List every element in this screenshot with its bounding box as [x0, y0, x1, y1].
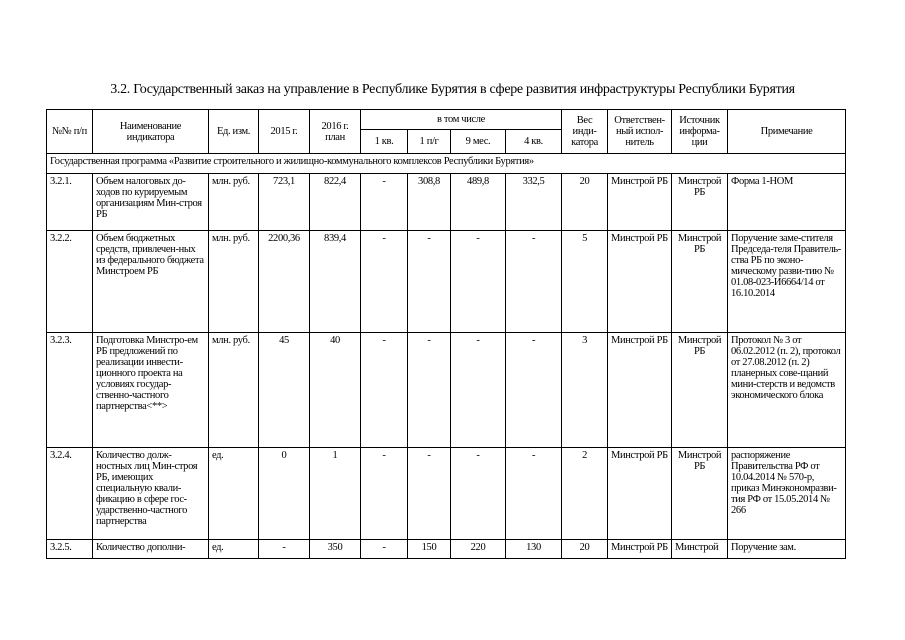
header-unit: Ед. изм. — [209, 110, 259, 154]
row-2016: 1 — [310, 448, 361, 540]
row-q1: - — [361, 174, 408, 231]
row-9m: - — [451, 448, 506, 540]
row-q4: 332,5 — [506, 174, 562, 231]
row-num: 3.2.5. — [47, 540, 93, 559]
row-num: 3.2.1. — [47, 174, 93, 231]
row-weight: 20 — [562, 540, 608, 559]
document-title: 3.2. Государственный заказ на управление в Республике Бурятия в сфере развития инфраструктуры Республики Бурятия — [110, 82, 795, 97]
row-9m: 220 — [451, 540, 506, 559]
header-name: Наименование индикатора — [93, 110, 209, 154]
row-note: Поручение зам. — [728, 540, 846, 559]
row-2016: 40 — [310, 333, 361, 448]
row-name: Объем бюджетных средств, привлечен-ных из федерального бюджета Минстроем РБ — [93, 231, 209, 333]
row-h1: - — [408, 333, 451, 448]
row-responsible: Минстрой РБ — [608, 540, 672, 559]
row-source: Минстрой РБ — [672, 333, 728, 448]
row-2016: 350 — [310, 540, 361, 559]
row-source: Минстрой РБ — [672, 448, 728, 540]
row-source: Минстрой РБ — [672, 231, 728, 333]
row-2016: 839,4 — [310, 231, 361, 333]
table-row — [47, 231, 846, 333]
row-source: Минстрой РБ — [672, 174, 728, 231]
state-order-table — [46, 109, 846, 559]
row-unit: ед. — [209, 540, 259, 559]
row-weight: 5 — [562, 231, 608, 333]
table-row — [47, 540, 846, 559]
row-q1: - — [361, 333, 408, 448]
header-including: в том числе — [361, 110, 562, 130]
row-q4: 130 — [506, 540, 562, 559]
row-q4: - — [506, 448, 562, 540]
header-num: №№ п/п — [47, 110, 93, 154]
row-unit: млн. руб. — [209, 231, 259, 333]
row-q1: - — [361, 448, 408, 540]
header-weight: Вес инди-катора — [562, 110, 608, 154]
row-name: Количество долж-ностных лиц Мин-строя РБ, имеющих специальную квали-фикацию в сфере гос-ударственно-частного партнерства — [93, 448, 209, 540]
row-name: Количество дополни- — [93, 540, 209, 559]
header-note: Примечание — [728, 110, 846, 154]
row-q4: - — [506, 333, 562, 448]
row-2015: 0 — [259, 448, 310, 540]
table-row — [47, 333, 846, 448]
header-2015: 2015 г. — [259, 110, 310, 154]
row-responsible: Минстрой РБ — [608, 448, 672, 540]
row-unit: млн. руб. — [209, 174, 259, 231]
row-weight: 3 — [562, 333, 608, 448]
row-note: распоряжение Правительства РФ от 10.04.2014 № 570-р, приказ Минэкономразви-тия РФ от 15.05.2014 № 266 — [728, 448, 846, 540]
row-num: 3.2.2. — [47, 231, 93, 333]
header-2016-plan: 2016 г. план — [310, 110, 361, 154]
row-2015: 723,1 — [259, 174, 310, 231]
row-note: Протокол № 3 от 06.02.2012 (п. 2), протокол от 27.08.2012 (п. 2) планерных сове-щаний мини-стерств и ведомств экономического блока — [728, 333, 846, 448]
program-row: Государственная программа «Развитие строительного и жилищно-коммунального комплексов Республики Бурятия» — [47, 154, 846, 174]
row-responsible: Минстрой РБ — [608, 333, 672, 448]
header-source: Источник информа-ции — [672, 110, 728, 154]
row-2016: 822,4 — [310, 174, 361, 231]
row-unit: ед. — [209, 448, 259, 540]
row-note: Поручение заме-стителя Председа-теля Правитель-ства РБ по эконо-мическому разви-тию № 01.08-023-И6664/14 от 16.10.2014 — [728, 231, 846, 333]
table-row — [47, 448, 846, 540]
row-2015: 2200,36 — [259, 231, 310, 333]
row-2015: - — [259, 540, 310, 559]
row-name: Объем налоговых до-ходов по курируемым организациям Мин-строя РБ — [93, 174, 209, 231]
row-responsible: Минстрой РБ — [608, 174, 672, 231]
header-q1: 1 кв. — [361, 130, 408, 154]
row-2015: 45 — [259, 333, 310, 448]
row-h1: - — [408, 448, 451, 540]
row-responsible: Минстрой РБ — [608, 231, 672, 333]
row-unit: млн. руб. — [209, 333, 259, 448]
row-9m: - — [451, 333, 506, 448]
row-source: Минстрой — [672, 540, 728, 559]
header-q4: 4 кв. — [506, 130, 562, 154]
header-h1: 1 п/г — [408, 130, 451, 154]
row-q4: - — [506, 231, 562, 333]
row-num: 3.2.4. — [47, 448, 93, 540]
row-num: 3.2.3. — [47, 333, 93, 448]
row-name: Подготовка Минстро-ем РБ предложений по реализации инвести-ционного проекта на условиях государ-ственно-частного партнерства<**> — [93, 333, 209, 448]
row-9m: 489,8 — [451, 174, 506, 231]
row-9m: - — [451, 231, 506, 333]
row-weight: 20 — [562, 174, 608, 231]
row-weight: 2 — [562, 448, 608, 540]
row-q1: - — [361, 231, 408, 333]
row-h1: 150 — [408, 540, 451, 559]
row-q1: - — [361, 540, 408, 559]
table-row — [47, 174, 846, 231]
row-h1: 308,8 — [408, 174, 451, 231]
row-h1: - — [408, 231, 451, 333]
header-9m: 9 мес. — [451, 130, 506, 154]
row-note: Форма 1-НОМ — [728, 174, 846, 231]
header-responsible: Ответствен-ный испол-нитель — [608, 110, 672, 154]
